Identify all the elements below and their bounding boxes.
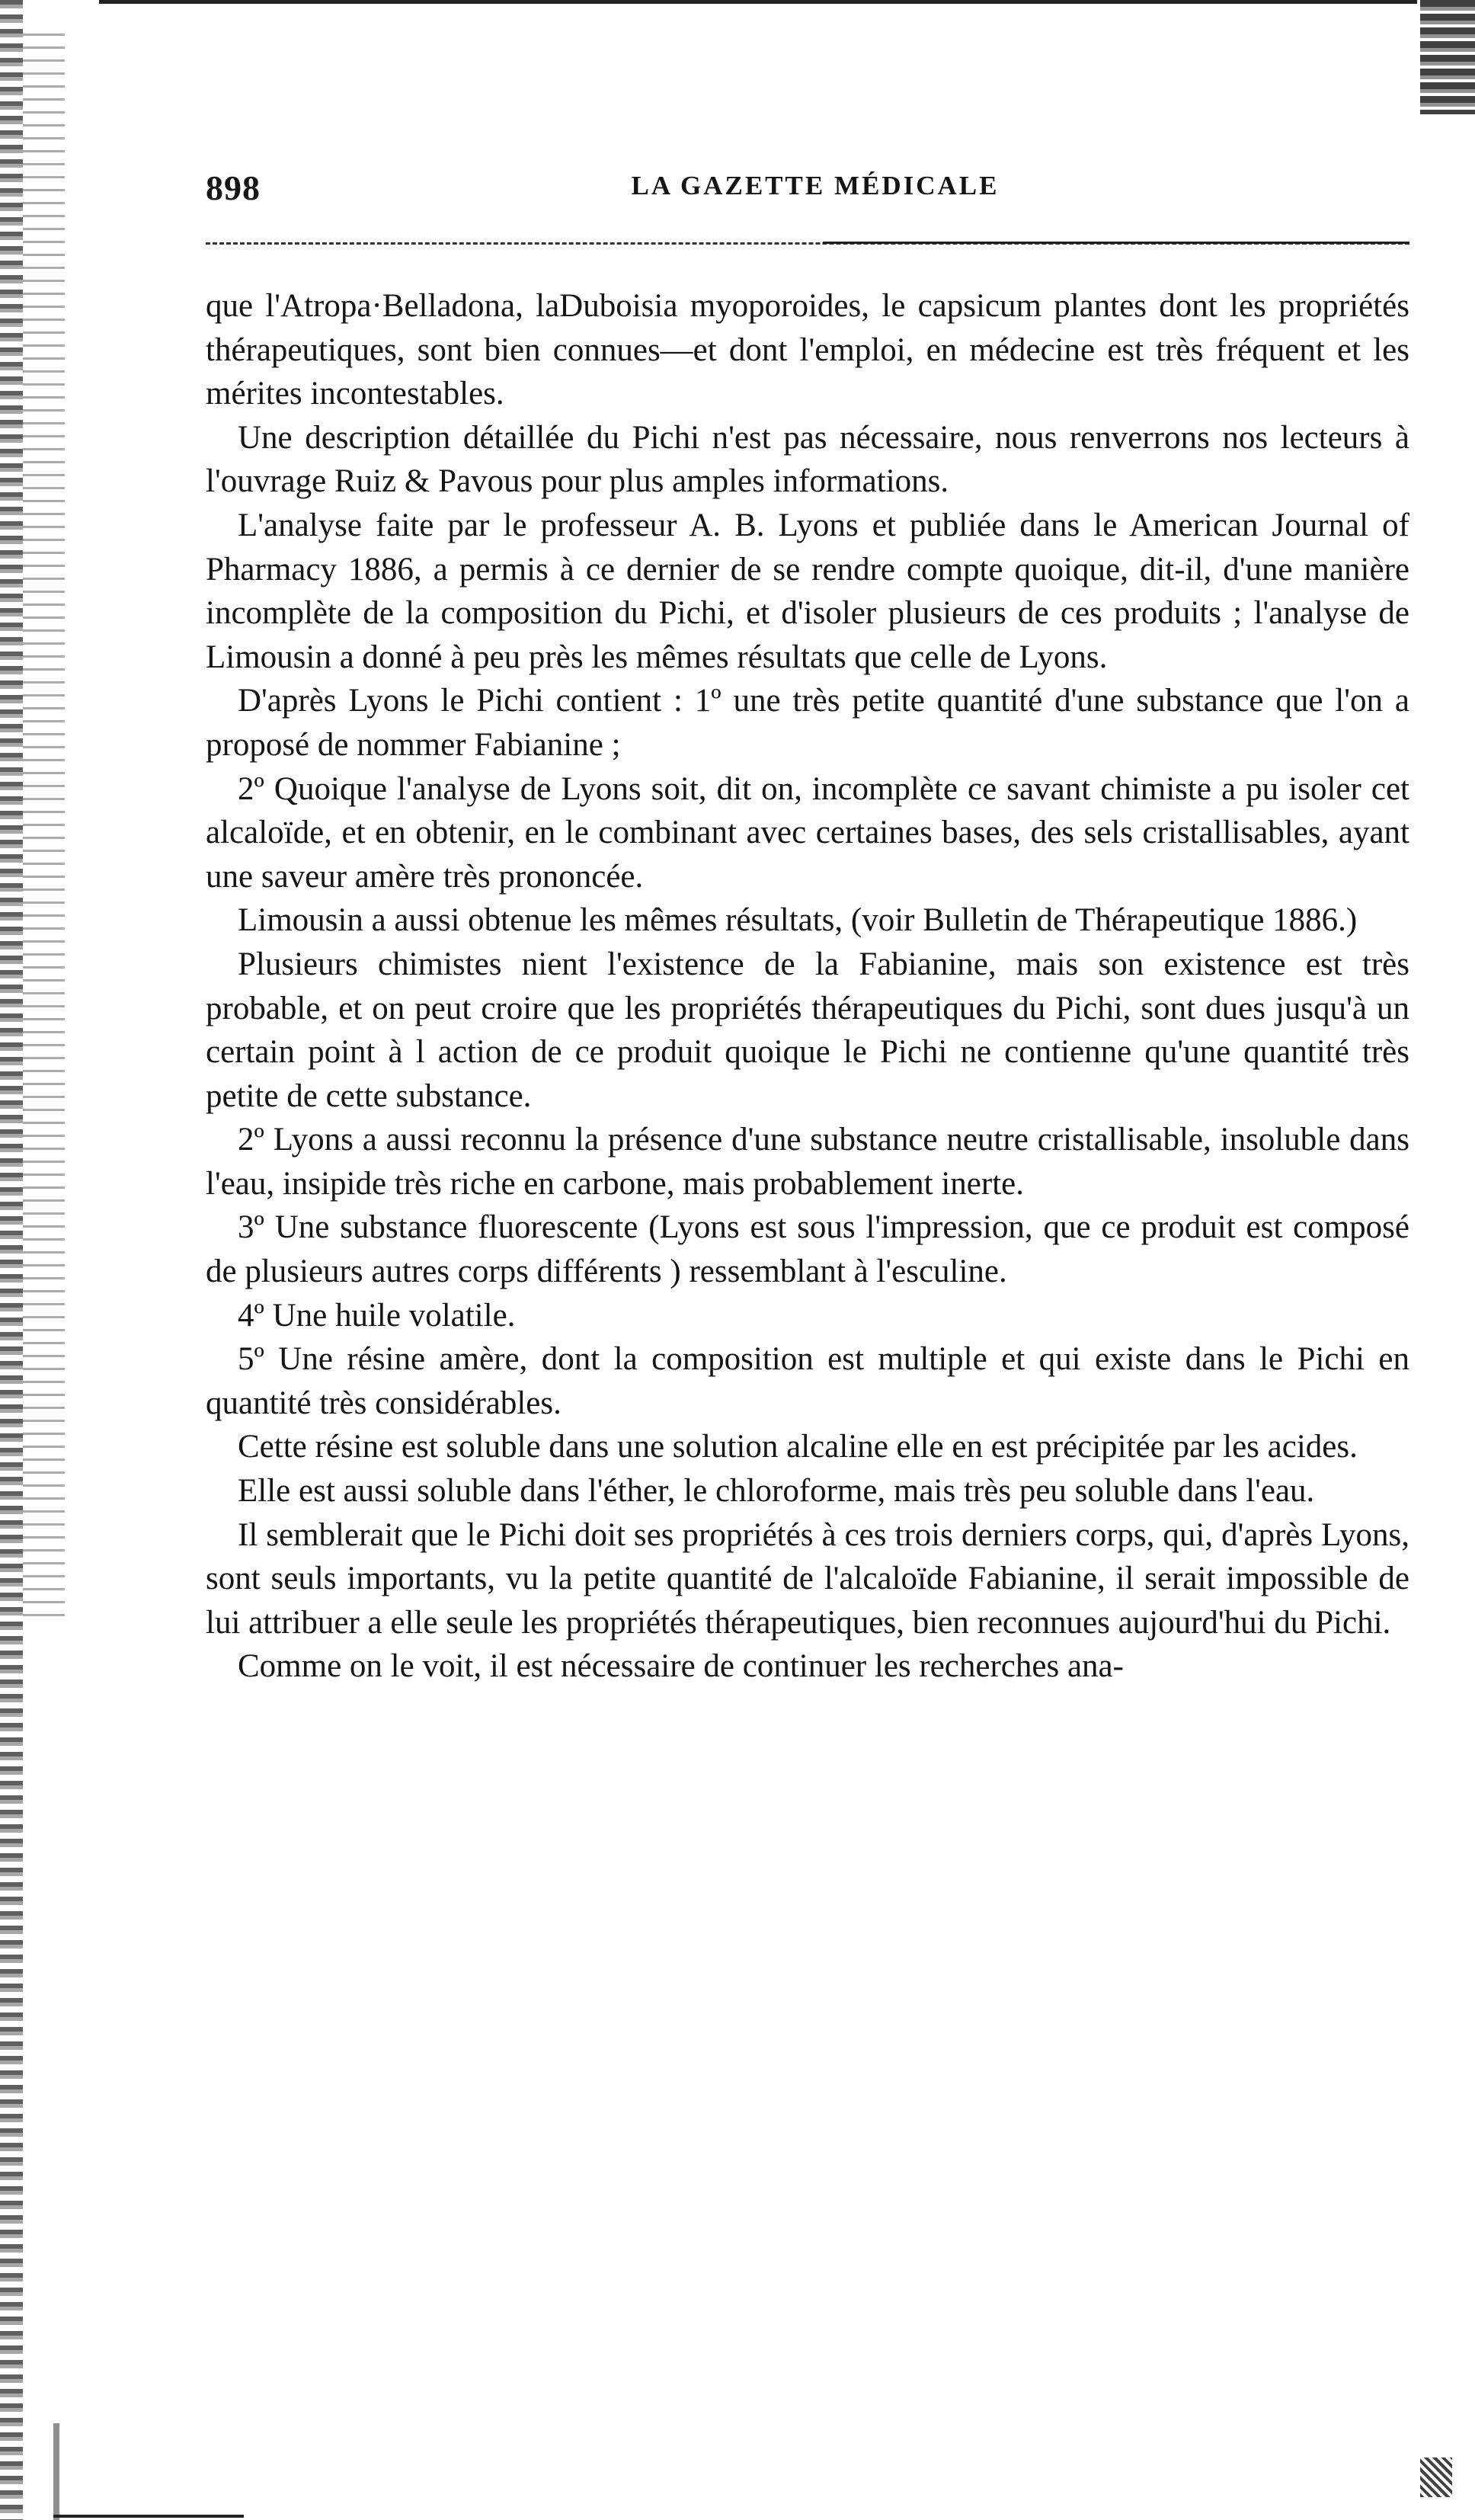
paragraph: 2º Quoique l'analyse de Lyons soit, dit on, incomplète ce savant chimiste a pu isoler cet alcaloïde, et en obtenir, en le combinant avec certaines bases, des sels cristallisables, ayant une saveur amère très prononcée. xyxy=(206,770,1409,895)
paragraph: Elle est aussi soluble dans l'éther, le chloroforme, mais très peu soluble dans l'eau. xyxy=(238,1473,1315,1510)
paragraph: 2º Lyons a aussi reconnu la présence d'une substance neutre cristallisable, insoluble dans l'eau, insipide très riche en carbone, mais probablement inerte. xyxy=(206,1122,1409,1202)
paragraph: Comme on le voit, il est nécessaire de continuer les recherches ana- xyxy=(238,1648,1124,1685)
scan-speckle-left xyxy=(23,23,65,1623)
paragraph: 4º Une huile volatile. xyxy=(238,1297,516,1334)
page-header xyxy=(206,168,1409,221)
page-number: 898 xyxy=(206,168,261,207)
paragraph: Une description détaillée du Pichi n'est pas nécessaire, nous renverrons nos lecteurs à l'ouvrage Ruiz & Pavous pour plus amples informations. xyxy=(206,419,1409,500)
scan-mark-bottom-right xyxy=(1420,2458,1452,2497)
paragraph: 3º Une substance fluorescente (Lyons est sous l'impression, que ce produit est composé de plusieurs autres corps différents ) ressemblant à l'esculine. xyxy=(206,1209,1409,1290)
scan-edge-top xyxy=(99,0,1417,4)
article-body xyxy=(206,284,1409,1689)
scan-bottom-rule xyxy=(53,2515,244,2518)
paragraph: Limousin a aussi obtenue les mêmes résultats, (voir Bulletin de Thérapeutique 1886.) xyxy=(238,902,1358,939)
paragraph: Il semblerait que le Pichi doit ses propriétés à ces trois derniers corps, qui, d'après Lyons, sont seuls importants, vu la petite quantité de l'alcaloïde Fabianine, il serait impossible de lui attribuer a elle seule les propriétés thérapeutiques, bien reconnues aujourd'hui du Pichi. xyxy=(206,1516,1409,1641)
paragraph: 5º Une résine amère, dont la composition est multiple et qui existe dans le Pichi en quantité très considérables. xyxy=(206,1341,1409,1421)
paragraph: que l'Atropa·Belladona, laDuboisia myoporoides, le capsicum plantes dont les propriétés thérapeutiques, sont bien connues—et dont l'emploi, en médecine est très fréquent et les mérites incontestables. xyxy=(206,288,1409,412)
scan-edge-left xyxy=(0,0,23,2520)
paragraph: D'après Lyons le Pichi contient : 1º une très petite quantité d'une substance que l'on a proposé de nommer Fabianine ; xyxy=(206,683,1409,763)
running-title: LA GAZETTE MÉDICALE xyxy=(631,171,1000,200)
paragraph: Cette résine est soluble dans une solution alcaline elle en est précipitée par les acides. xyxy=(238,1429,1358,1465)
scan-edge-left-bottom xyxy=(53,2423,59,2520)
scan-smudge-top-right xyxy=(1420,0,1475,114)
header-rule-solid xyxy=(823,242,1409,244)
paragraph: Plusieurs chimistes nient l'existence de la Fabianine, mais son existence est très probable, et on peut croire que les propriétés thérapeutiques du Pichi, sont dues jusqu'à un certain point à l action de ce produit quoique le Pichi ne contienne qu'une quantité très petite de cette substance. xyxy=(206,946,1409,1114)
paragraph: L'analyse faite par le professeur A. B. Lyons et publiée dans le American Journal of Pharmacy 1886, a permis à ce dernier de se rendre compte quoique, dit-il, d'une manière incomplète de la composition du Pichi, et d'isoler plusieurs de ces produits ; l'analyse de Limousin a donné à peu près les mêmes résultats que celle de Lyons. xyxy=(206,507,1409,675)
